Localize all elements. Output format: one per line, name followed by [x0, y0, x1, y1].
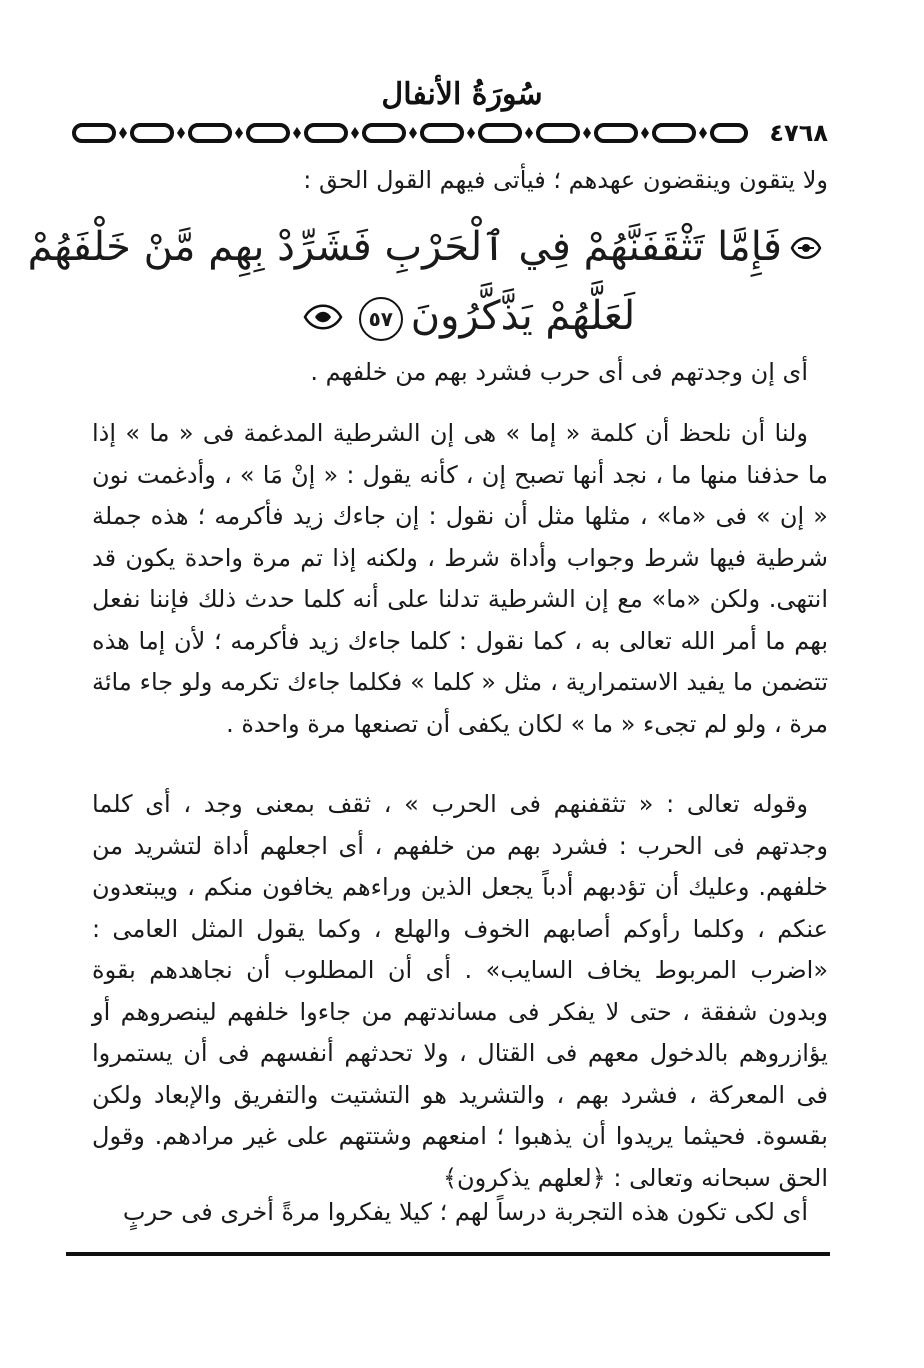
- intro-line: ولا يتقون وينقضون عهدهم ؛ فيأتى فيهم القول الحق :: [303, 166, 828, 194]
- paragraph-1: أى إن وجدتهم فى أى حرب فشرد بهم من خلفهم .: [310, 358, 808, 386]
- surah-title: سُورَةُ الأنفال: [381, 77, 543, 112]
- paragraph-2: ولنا أن نلحظ أن كلمة « إما » هى إن الشرطية المدغمة فى « ما » إذا ما حذفنا منها ما ، نجد أنها تصبح إن ، كأنه يقول : « إنْ مَا » ، وأدغمت نون « إن » فى «ما» ، مثلها مثل أن نقول : إن جاءك زيد فأكرمه ؛ هذه جملة شرطية فيها شرط وجواب وأداة شرط ، ولكنه إذا تم مرة واحدة يكون قد انتهى. ولكن «ما» مع إن الشرطية تدلنا على أنه كلما حدث ذلك فإننا نفعل بهم ما أمر الله تعالى به ، كما نقول : كلما جاءك زيد فأكرمه ؛ لأن إما هذه تتضمن ما يفيد الاستمرارية ، مثل « كلما » فكلما جاءك تكرمه ولو جاء مائة مرة ، ولو لم تجىء « ما » لكان يكفى أن تصنعها مرة واحدة .: [92, 419, 828, 738]
- quran-verse: [27, 214, 830, 352]
- paragraph-4: أى لكى تكون هذه التجربة درساً لهم ؛ كيلا يفكروا مرةً أخرى فى حربٍ: [122, 1198, 808, 1226]
- paragraph-lesson: [92, 1192, 828, 1234]
- verse-text-line-1: فَإِمَّا تَثْقَفَنَّهُمْ فِي ٱلْحَرْبِ فَشَرِّدْ بِهِم مَّنْ خَلْفَهُمْ: [27, 224, 782, 270]
- paragraph-imma: [92, 413, 828, 745]
- paragraph-explanation: [92, 352, 828, 394]
- footer-rule: [66, 1252, 830, 1256]
- verse-text-line-2: لَعَلَّهُمْ يَذَّكَّرُونَ: [410, 293, 636, 339]
- verse-close-ornament-icon: [301, 286, 345, 352]
- verse-line-2: [100, 283, 830, 352]
- page-number: ٤٧٦٨: [757, 118, 840, 148]
- paragraph-tathqafannahum: [92, 784, 828, 1199]
- ornamental-chain-border: [70, 121, 750, 145]
- paragraph-3: وقوله تعالى : « تثقفنهم فى الحرب » ، ثقف بمعنى وجد ، أى كلما وجدتهم فى الحرب : فشرد بهم من خلفهم ، أى اجعلهم أداة لتشريد من خلفهم. وعليك أن تؤدبهم أدباً يجعل الذين وراءهم يخافون منكم ، ويبتعدون عنكم ، وكلما رأوكم أصابهم الخوف والهلع ، وكما يقول المثل العامى : «اضرب المربوط يخاف السايب» . أى أن المطلوب أن نجاهدهم بقوة وبدون شفقة ، حتى لا يفكر فى مساندتهم من جاءوا خلفهم لينصروهم أو يؤازروهم بالدخول معهم فى القتال ، ولا تحدثهم أنفسهم فى أن يستمروا فى المعركة ، فشرد بهم ، والتشريد هو التشتيت والتفريق والإبعاد ولكن بقسوة. فحيثما يريدوا أن يذهبوا ؛ امنعهم وشتتهم على غير مرادهم. وقول الحق سبحانه وتعالى : ﴿لعلهم يذكرون﴾: [92, 790, 828, 1192]
- verse-open-ornament-icon: [788, 217, 824, 283]
- ayah-number-badge: ٥٧: [359, 297, 403, 341]
- header-border-row: [70, 118, 840, 148]
- verse-line-1: [27, 214, 830, 283]
